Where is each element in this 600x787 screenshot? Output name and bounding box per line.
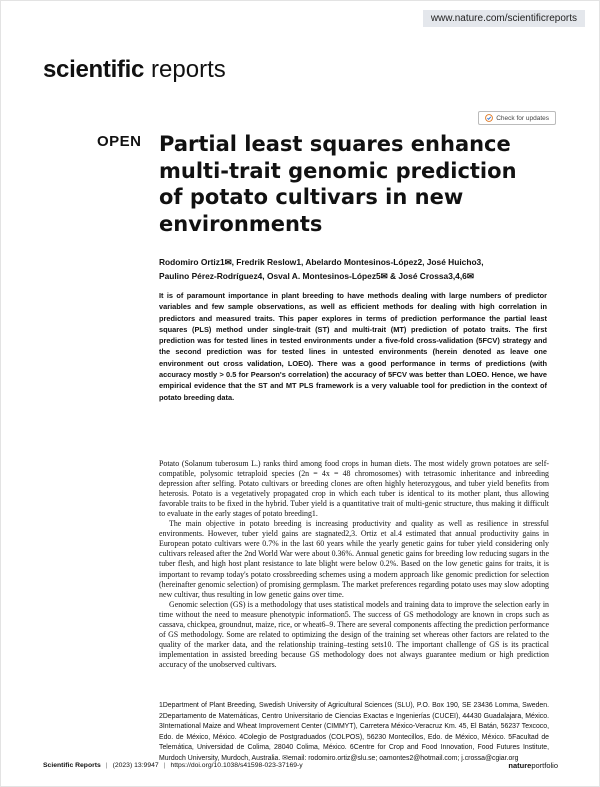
check-updates-label: Check for updates [496, 114, 549, 122]
publisher-logo [508, 761, 558, 770]
body-paragraph-2: The main objective in potato breeding is increasing productivity and quality as well as resilience in stressful environments. However, tuber yield gains are stagnated2,3. Ortiz et al.4 estimated that annual productivity gains in European potato cultivars were 0.7% in the last 60 years while the yearly genetic gains for tuber yield considering only cultivars released after the 2nd World War were about 0.36%. Annual genetic gains for breeding low reducing sugars in the tuber flesh, and high host plant resistance to late blight were below 0.2%. Based on the low genetic gains for traits, it is important to revamp today's potato crossbreeding schemes using a modern approach like genomic prediction for selection (hereinafter genomic selection) of promising germplasm. The market preferences regarding potato uses may slow adopting new cultivar, thus resulting in low genetic gains over time. [159, 519, 549, 599]
footer-separator: | [163, 762, 166, 769]
author-list [159, 255, 539, 283]
footer-journal: Scientific Reports [43, 762, 101, 769]
journal-url[interactable]: www.nature.com/scientificreports [423, 10, 585, 27]
authors-line-2: Paulino Pérez-Rodríguez4, Osval A. Montesinos-López5✉ & José Crossa3,4,6✉ [159, 271, 474, 281]
journal-logo [43, 56, 226, 82]
check-updates-icon [485, 114, 493, 122]
check-for-updates-button[interactable] [478, 111, 556, 125]
logo-scientific: scientific [43, 56, 145, 83]
publisher-nature: nature [508, 761, 532, 770]
authors-line-1: Rodomiro Ortiz1✉, Fredrik Reslow1, Abelardo Montesinos-López2, José Huicho3, [159, 257, 484, 267]
footer-citation: (2023) 13:9947 [112, 762, 159, 769]
body-paragraph-3: Genomic selection (GS) is a methodology that uses statistical models and training data to improve the selection early in time without the need to measure phenotypic information5. The success of GS methodology are known in crops such as cassava, chickpea, groundnut, maize, rice, or wheat6–9. There are several components affecting the prediction performance of GS methodology. Some are related to optimizing the design of the training set whereas other factors are related to the quality of the marker data, and the relationship training–testing sets10. The important challenge of GS is its practical implementation in assisted breeding because GS methodology does not always guarantee medium or high prediction accuracy of the unobserved cultivars. [159, 599, 549, 669]
footer-doi-link[interactable]: https://doi.org/10.1038/s41598-023-37169-y [170, 762, 303, 769]
footer-separator: | [105, 762, 108, 769]
open-access-label: OPEN [97, 133, 142, 150]
body-paragraph-1: Potato (Solanum tuberosum L.) ranks third among food crops in human diets. The most widely grown potatoes are self-compatible, polysomic tetraploid species (2n = 4x = 48 chromosomes) with tetrasomic inheritance and inbreeding depression after selfing. Potato cultivars or breeding clones are often highly heterozygous, and tuber yield benefits from heterosis. Potato is a vegetatively propagated crop in which each tuber is identical to its mother plant, thus allowing favorable traits to be fixed in the hybrid. Tuber yield is a quantitative trait of multi-genic structure, thus making it difficult to evaluate in the early stages of potato breeding1. [159, 459, 549, 519]
page-footer [43, 761, 558, 770]
publisher-portfolio: portfolio [531, 761, 558, 770]
body-text [159, 459, 549, 670]
affiliations: 1Department of Plant Breeding, Swedish University of Agricultural Sciences (SLU), P.O. Box 190, SE 23436 Lomma, Sweden. 2Departamento de Matemáticas, Centro Universitario de Ciencias Exactas e Ingenierías (CUCEI), 44430 Guadalajara, México. 3International Maize and Wheat Improvement Center (CIMMYT), Carretera México-Veracruz Km. 45, El Batán, 56237 Texcoco, Edo. de México, México. 4Colegio de Postgraduados (COLPOS), 56230 Montecillos, Edo. de México, México. 5Facultad de Telemática, Universidad de Colima, 28040 Colima, México. 6Centre for Crop and Food Innovation, Food Futures Institute, Murdoch University, Murdoch, Australia. ✉email: rodomiro.ortiz@slu.se; oamontes2@hotmail.com; j.crossa@cgiar.org [159, 702, 549, 762]
abstract: It is of paramount importance in plant breeding to have methods dealing with large numbers of predictor variables and few sample observations, as well as efficient methods for dealing with high correlation in predictors and measured traits. This paper explores in terms of prediction performance the partial least squares (PLS) method under single-trait (ST) and multi-trait (MT) prediction of potato traits. The first prediction was for tested lines in tested environments under a five-fold cross-validation (5FCV) strategy and the second prediction was for tested lines in untested environments (herein denoted as leave one environment out cross validation, LOEO). There was a good performance in terms of predictions (with accuracy mostly > 0.5 for Pearson's correlation) the accuracy of 5FCV was better than LOEO. Hence, we have empirical evidence that the ST and MT PLS framework is a very valuable tool for prediction in the context of potato breeding data. [159, 291, 547, 402]
article-title: Partial least squares enhance multi-trait genomic prediction of potato cultivars in new environments [159, 132, 517, 236]
logo-reports: reports [151, 56, 226, 83]
